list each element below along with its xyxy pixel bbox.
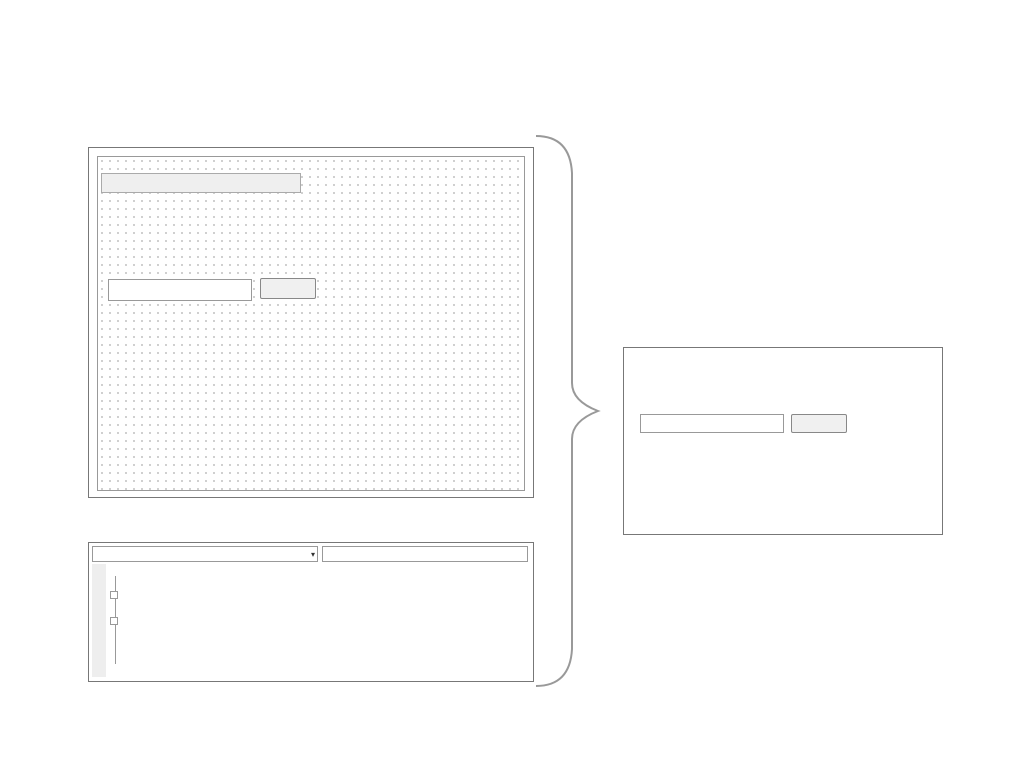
class-combo[interactable] — [92, 546, 318, 562]
datasource-control[interactable] — [101, 173, 301, 193]
method-combo[interactable] — [322, 546, 528, 562]
editor-margin — [92, 564, 106, 677]
chevron-down-icon[interactable]: ▾ — [310, 550, 315, 559]
collapse-icon[interactable] — [110, 591, 118, 599]
designer-email-input[interactable] — [108, 279, 252, 301]
designer-display-button[interactable] — [260, 278, 316, 299]
design-surface — [97, 156, 525, 491]
webform-email-input[interactable] — [640, 414, 784, 433]
webform-panel — [623, 347, 943, 535]
brace-connector — [534, 133, 604, 693]
code-navigation-bar — [92, 546, 528, 563]
designer-panel — [88, 147, 534, 498]
code-editor[interactable] — [92, 564, 528, 677]
collapse-icon[interactable] — [110, 617, 118, 625]
webform-display-button[interactable] — [791, 414, 847, 433]
code-panel — [88, 542, 534, 682]
